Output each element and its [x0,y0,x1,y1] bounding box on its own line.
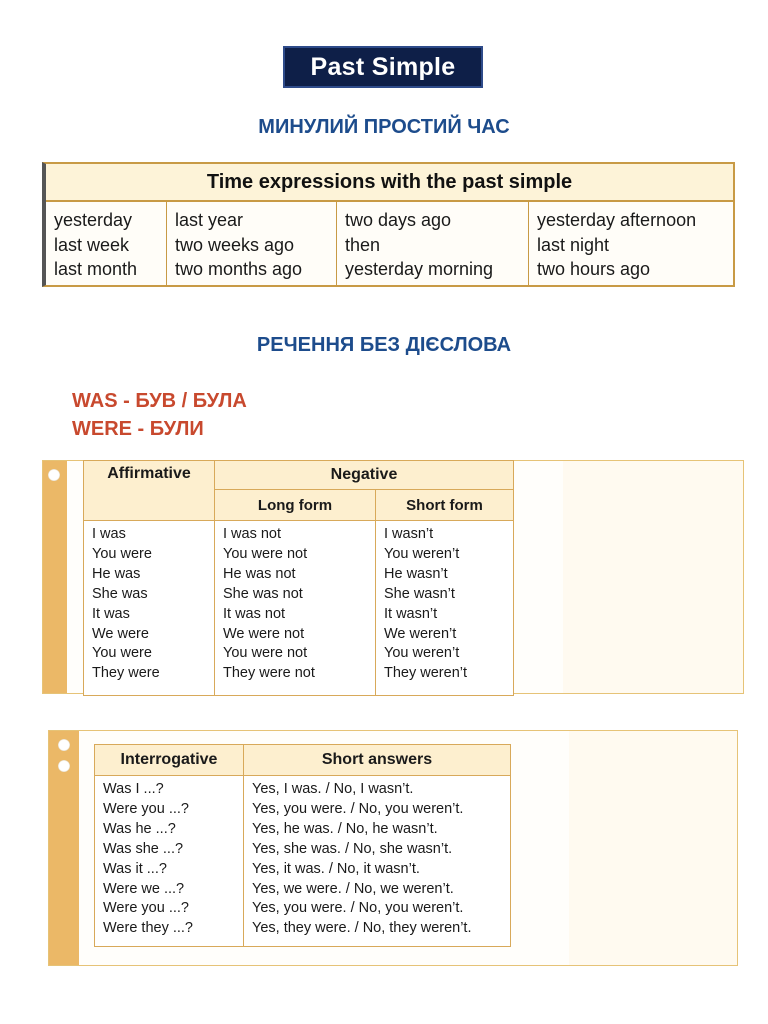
interrogative-header: Interrogative [95,745,244,776]
short-form-header: Short form [376,490,514,521]
short-answer: Yes, you were. / No, you weren’t. [252,900,464,917]
short-answer: Yes, they were. / No, they weren’t. [252,920,472,937]
time-expression: then [345,234,381,255]
binder-hole-icon [58,760,70,772]
short-form: She wasn’t [384,585,455,602]
long-form-header: Long form [215,490,376,521]
interrogative-form: Were we ...? [103,880,185,897]
binder-strip [43,461,67,693]
long-form: We were not [223,625,305,642]
interrogative-form: Was she ...? [103,840,184,857]
short-answer: Yes, it was. / No, it wasn’t. [252,860,420,877]
affirmative-form: You were [92,545,152,562]
affirmative-form: They were [92,665,160,682]
time-expression: last year [175,210,244,230]
ukrainian-heading: МИНУЛИЙ ПРОСТИЙ ЧАС [258,116,510,138]
time-expression: yesterday morning [345,259,494,279]
time-expressions-table [42,162,735,287]
time-expression: two weeks ago [175,234,295,255]
affirmative-form: It was [92,605,130,622]
were-translation: WERE - БУЛИ [72,418,204,440]
long-form: You were not [223,645,308,662]
interrogative-column [95,776,244,947]
affirmative-column [84,521,215,696]
long-form: I was not [223,526,282,542]
short-answers-column [244,776,511,947]
long-form: He was not [223,565,296,582]
time-expression: yesterday afternoon [537,210,697,230]
no-verb-heading: РЕЧЕННЯ БЕЗ ДІЄСЛОВА [256,334,512,356]
affirmative-negative-table [83,460,514,696]
interrogative-form: Were you ...? [103,900,189,917]
short-form: We weren’t [384,625,457,642]
long-form: You were not [223,545,308,562]
long-form: It was not [223,605,286,622]
affirmative-form: I was [92,526,126,542]
long-form: She was not [223,585,303,602]
time-expression: last week [54,234,130,255]
time-expression: yesterday [54,210,133,230]
short-form-column [376,521,514,696]
interrogative-form: Were they ...? [103,920,193,937]
faded-background [569,731,737,965]
short-answers-header: Short answers [244,745,511,776]
affirmative-form: We were [92,625,149,642]
short-answer: Yes, she was. / No, she wasn’t. [252,840,453,857]
affirmative-form: She was [92,585,148,602]
questions-card [48,730,738,966]
time-column-1 [46,202,167,287]
affirmative-header: Affirmative [84,461,215,521]
short-answer: Yes, we were. / No, we weren’t. [252,880,454,897]
affirmative-form: You were [92,645,152,662]
short-form: You weren’t [384,645,460,662]
short-form: I wasn’t [384,526,434,542]
time-column-4 [529,202,733,287]
short-form: They weren’t [384,665,468,682]
short-answer: Yes, you were. / No, you weren’t. [252,800,464,817]
interrogative-form: Was it ...? [103,860,167,877]
short-form: It wasn’t [384,605,438,622]
negative-header: Negative [215,461,514,490]
interrogative-table [94,744,511,947]
time-column-3 [337,202,529,287]
time-expression: two days ago [345,210,452,230]
long-form: They were not [223,665,315,682]
short-form: You weren’t [384,545,460,562]
interrogative-form: Was I ...? [103,781,164,797]
short-form: He wasn’t [384,565,448,582]
time-expression: two hours ago [537,259,651,279]
long-form-column [215,521,376,696]
interrogative-form: Was he ...? [103,820,176,837]
title-badge [283,46,483,88]
time-expression: last month [54,259,138,279]
short-answer: Yes, I was. / No, I wasn’t. [252,781,414,797]
was-translation: WAS - БУВ / БУЛА [72,390,247,412]
short-answer: Yes, he was. / No, he wasn’t. [252,820,438,837]
forms-card [42,460,744,694]
time-expressions-title: Time expressions with the past simple [46,164,733,202]
time-expression: two months ago [175,259,303,279]
affirmative-form: He was [92,565,141,582]
interrogative-form: Were you ...? [103,800,189,817]
time-column-2 [167,202,337,287]
time-expression: last night [537,234,610,255]
binder-hole-icon [48,469,60,481]
faded-background [563,461,743,693]
page-title: Past Simple [310,52,456,81]
binder-hole-icon [58,739,70,751]
